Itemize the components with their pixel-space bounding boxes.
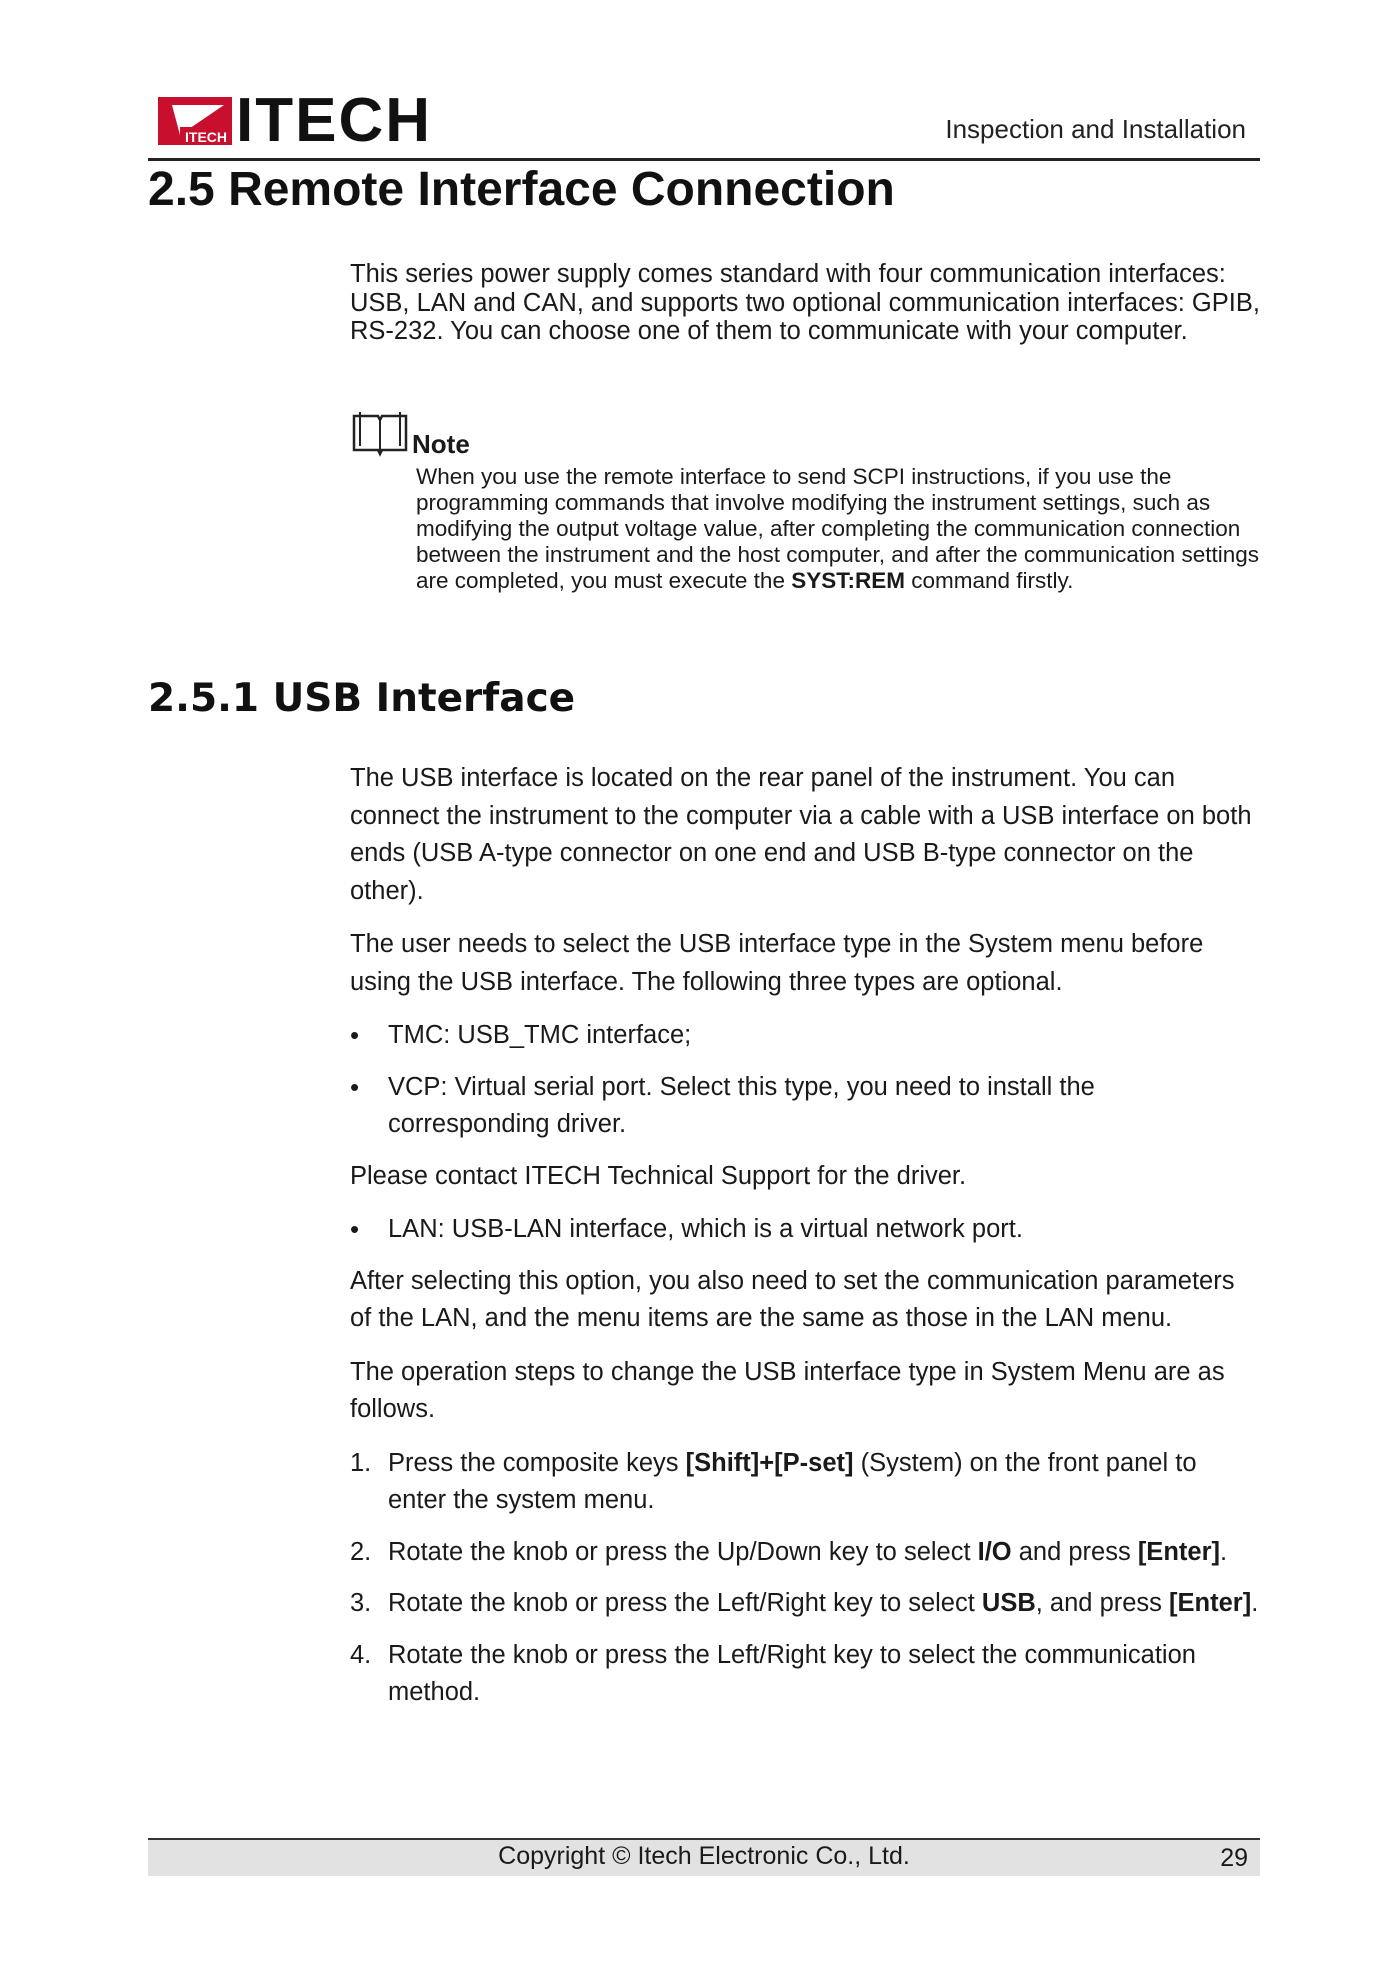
page-footer [148, 1838, 1260, 1876]
bullet-sub-text: After selecting this option, you also need to set the communication parameters of the LAN, and the menu items are the same as those in the LAN menu. [350, 1266, 1235, 1332]
step-item: 4. Rotate the knob or press the Left/Right key to select the communication method. [350, 1640, 1196, 1706]
step-item: 2. Rotate the knob or press the Up/Down key to select I/O and press [Enter]. [350, 1537, 1228, 1566]
list-item: • VCP: Virtual serial port. Select this type, you need to install the corresponding driver. [350, 1069, 1260, 1144]
subsection-heading: 2.5.1 USB Interface [148, 676, 576, 721]
page-number: 29 [1220, 1844, 1248, 1872]
note-text: When you use the remote interface to send SCPI instructions, if you use the programming commands that involve modifying the instrument settings, such as modifying the output voltage value, after completing the communication connection between the instrument and the host computer, and after the communication settings are completed, you must execute the SYST:REM command firstly. [416, 464, 1259, 593]
logo-mark-icon [158, 97, 232, 145]
bullet-sub-text: Please contact ITECH Technical Support for the driver. [350, 1161, 967, 1190]
copyright-text: Copyright © Itech Electronic Co., Ltd. [498, 1842, 910, 1870]
bullet-icon: • [350, 1071, 360, 1102]
logo-mark-text: ITECH [185, 129, 227, 145]
logo-text: ITECH [236, 86, 432, 155]
usb-paragraph-3: The operation steps to change the USB interface type in System Menu are as follows. [350, 1357, 1225, 1423]
header-section-title: Inspection and Installation [945, 114, 1246, 144]
step-item: 3. Rotate the knob or press the Left/Right key to select USB, and press [Enter]. [350, 1589, 1259, 1617]
bullet-icon: • [350, 1020, 360, 1050]
step-item: 1. Press the composite keys [Shift]+[P-set] (System) on the front panel to enter the system menu. [350, 1448, 1197, 1514]
itech-logo [158, 86, 432, 155]
bullet-icon: • [350, 1214, 360, 1244]
scpi-command: SYST:REM [791, 568, 905, 593]
book-note-icon [350, 410, 410, 458]
list-item: • LAN: USB-LAN interface, which is a virtual network port. [350, 1211, 1260, 1249]
note-title: Note [412, 429, 470, 459]
section-heading: 2.5 Remote Interface Connection [148, 163, 895, 216]
usb-section-body [350, 760, 1260, 1726]
usb-paragraph-1: The USB interface is located on the rear panel of the instrument. You can connect the instrument to the computer via a cable with a USB interface on both ends (USB A-type connector on one end and USB B-type connector on the other). [350, 764, 1252, 905]
page-header [148, 86, 1260, 161]
usb-paragraph-2: The user needs to select the USB interface type in the System menu before using the USB interface. The following three types are optional. [350, 930, 1204, 996]
list-item: • TMC: USB_TMC interface; [350, 1017, 1260, 1055]
note-box [350, 410, 1260, 594]
intro-paragraph: This series power supply comes standard with four communication interfaces: USB, LAN and CAN, and supports two optional communication interfaces: GPIB, RS-232. You can choose one of them to communicate with your computer. [350, 260, 1260, 345]
